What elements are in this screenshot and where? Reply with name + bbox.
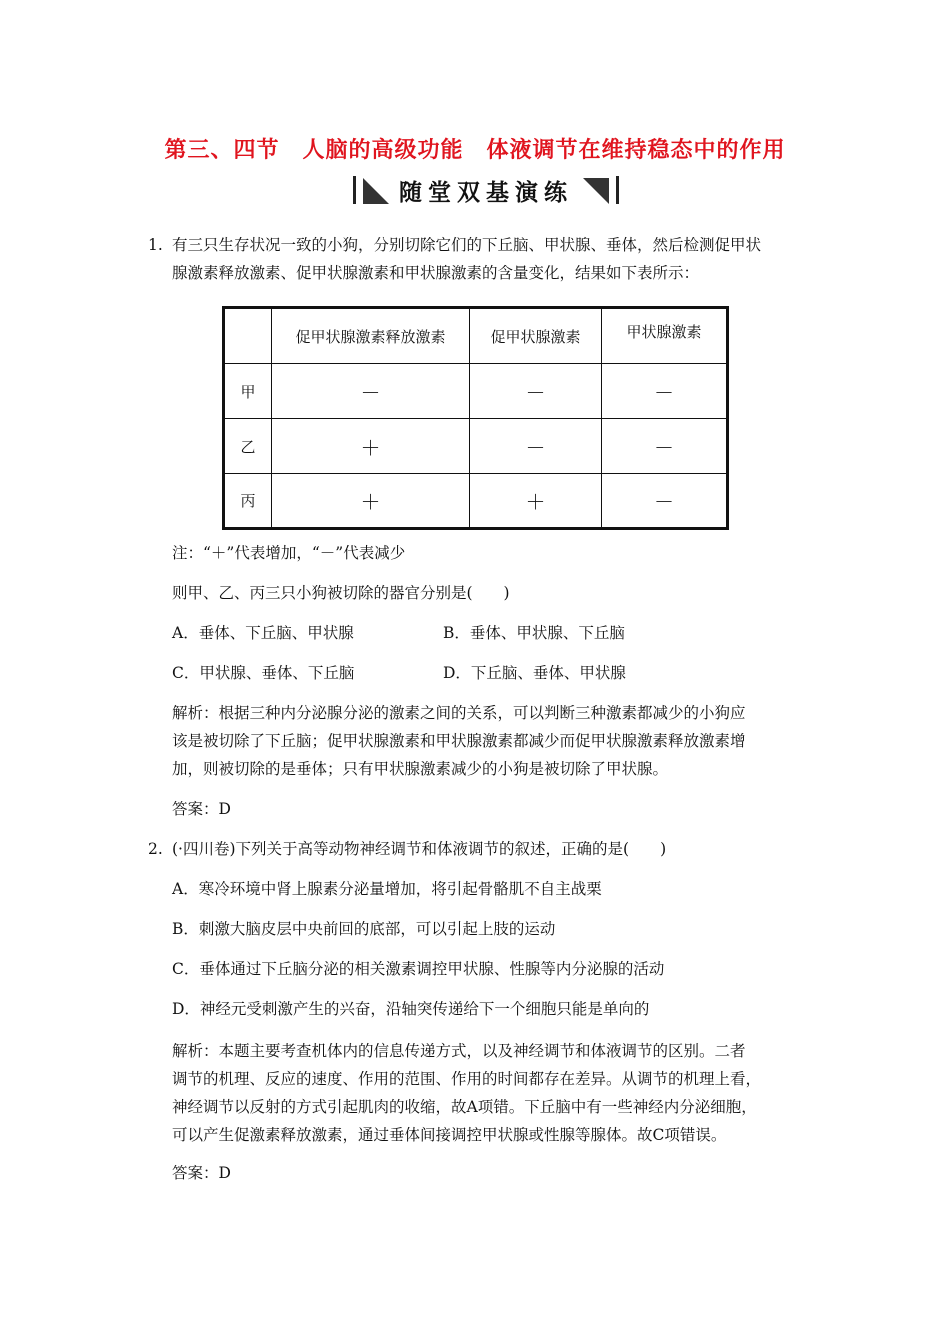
- q1-answer: 答案：D: [172, 800, 231, 818]
- q1-text-line2: 腺激素释放激素、促甲状腺激素和甲状腺激素的含量变化，结果如下表所示：: [172, 264, 700, 282]
- table-header-cell: 甲状腺激素: [602, 308, 728, 364]
- q2-text: (·四川卷)下列关于高等动物神经调节和体液调节的叙述，正确的是( ): [172, 840, 667, 858]
- q2-analysis-line3: 神经调节以反射的方式引起肌肉的收缩，故A项错。下丘脑中有一些神经内分泌细胞，: [172, 1098, 757, 1116]
- q1-option-a: A．垂体、下丘脑、甲状腺: [172, 624, 354, 642]
- q1-option-c: C．甲状腺、垂体、下丘脑: [172, 664, 355, 682]
- table-row: [224, 474, 728, 529]
- q1-analysis-line2: 该是被切除了下丘脑；促甲状腺激素和甲状腺激素都减少而促甲状腺激素释放激素增: [172, 732, 746, 750]
- q2-analysis-line4: 可以产生促激素释放激素，通过垂体间接调控甲状腺或性腺等腺体。故C项错误。: [172, 1126, 727, 1144]
- table-cell: －: [470, 364, 602, 419]
- q2-option-b: B．刺激大脑皮层中央前回的底部，可以引起上肢的运动: [172, 920, 556, 938]
- q1-question: 则甲、乙、丙三只小狗被切除的器官分别是( ): [172, 584, 510, 602]
- banner-left-bar: [353, 176, 356, 204]
- q1-analysis-line3: 加，则被切除的是垂体；只有甲状腺激素减少的小狗是被切除了甲状腺。: [172, 760, 669, 778]
- table-cell: －: [470, 419, 602, 474]
- table-cell: ＋: [272, 419, 470, 474]
- q2-analysis-line2: 调节的机理、反应的速度、作用的范围、作用的时间都存在差异。从调节的机理上看，: [172, 1070, 762, 1088]
- hormone-table: [222, 306, 729, 530]
- q2-option-c: C．垂体通过下丘脑分泌的相关激素调控甲状腺、性腺等内分泌腺的活动: [172, 960, 665, 978]
- table-header-cell: [224, 308, 272, 364]
- q1-note: 注：“＋”代表增加，“－”代表减少: [172, 544, 406, 562]
- table-cell: －: [602, 364, 728, 419]
- q2-option-a: A．寒冷环境中肾上腺素分泌量增加，将引起骨骼肌不自主战栗: [172, 880, 602, 898]
- banner-label: 随堂双基演练: [399, 179, 573, 206]
- q1-analysis-line1: 解析：根据三种内分泌腺分泌的激素之间的关系，可以判断三种激素都减少的小狗应: [172, 704, 746, 722]
- page-title: 第三、四节 人脑的高级功能 体液调节在维持稳态中的作用: [164, 138, 786, 163]
- table-header-row: [224, 308, 728, 364]
- table-cell: －: [272, 364, 470, 419]
- table-cell: ＋: [272, 474, 470, 529]
- table-row-label: 丙: [224, 474, 272, 529]
- q2-option-d: D．神经元受刺激产生的兴奋，沿轴突传递给下一个细胞只能是单向的: [172, 1000, 650, 1018]
- q2-number: 2.: [148, 840, 163, 858]
- table-cell: －: [602, 419, 728, 474]
- banner-left-triangle-icon: [363, 178, 389, 204]
- q2-analysis-line1: 解析：本题主要考查机体内的信息传递方式，以及神经调节和体液调节的区别。二者: [172, 1042, 746, 1060]
- table-cell: ＋: [470, 474, 602, 529]
- table-header-cell: 促甲状腺激素释放激素: [272, 308, 470, 364]
- q1-number: 1.: [148, 236, 163, 254]
- table-row: [224, 364, 728, 419]
- table-row-label: 乙: [224, 419, 272, 474]
- table-row: [224, 419, 728, 474]
- table-cell: －: [602, 474, 728, 529]
- q2-answer: 答案：D: [172, 1164, 231, 1182]
- q1-option-b: B．垂体、甲状腺、下丘脑: [443, 624, 625, 642]
- banner-right-triangle-icon: [583, 178, 609, 204]
- q1-text-line1: 有三只生存状况一致的小狗，分别切除它们的下丘脑、甲状腺、垂体，然后检测促甲状: [172, 236, 762, 254]
- table-header-cell: 促甲状腺激素: [470, 308, 602, 364]
- table-row-label: 甲: [224, 364, 272, 419]
- banner-right-bar: [616, 176, 619, 204]
- section-banner: [353, 174, 619, 206]
- q1-option-d: D．下丘脑、垂体、甲状腺: [443, 664, 626, 682]
